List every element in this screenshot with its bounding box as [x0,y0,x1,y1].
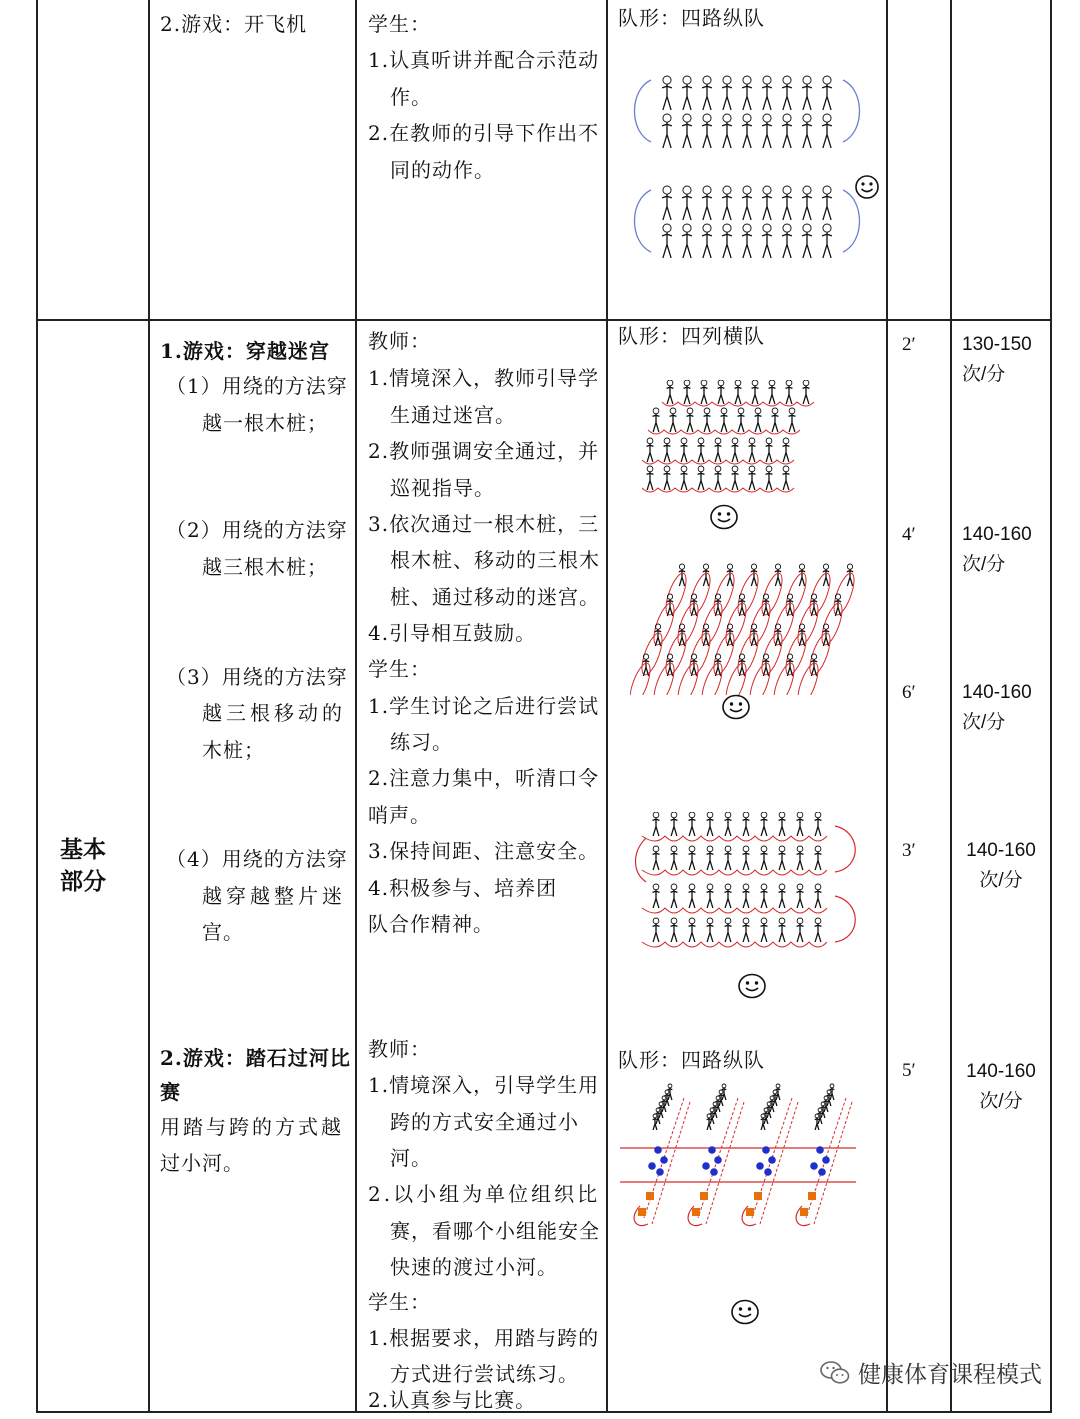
student-figure [815,846,822,870]
stepping-stone [708,1146,716,1154]
student-title: 学生： [368,12,431,36]
maze-loop [758,571,786,617]
student-figure [664,466,671,490]
stepping-stone [714,1156,722,1164]
end-loop [835,896,855,942]
teacher-line: 跨的方式安全通过小 [390,1110,579,1134]
student-figure [671,812,678,836]
student-figure [715,466,722,490]
student-figure [797,812,804,836]
student-figure [722,186,732,220]
student-figure [762,76,772,110]
student-figure [689,918,696,942]
student-figure [742,186,752,220]
maze-path [642,836,827,841]
duration: 2′ [902,334,916,355]
student-figure [789,408,796,432]
student-figure [769,380,776,404]
stepping-stone [822,1156,830,1164]
duration: 5′ [902,1060,916,1081]
loop-arrow [843,80,860,142]
game1-title: 1.游戏：穿越迷宫 [160,339,330,363]
student-figure [671,918,678,942]
student-figure [707,812,714,836]
student-figure [742,224,752,258]
student-figure [687,408,694,432]
marker-square [700,1192,708,1200]
maze-loop [638,631,666,677]
student-figure [682,186,692,220]
stepping-stone [702,1162,710,1170]
formation-label: 队形：四路纵队 [618,1048,765,1072]
game1-step: （3）用绕的方法穿 [166,665,348,689]
end-loop [835,826,855,872]
teacher-line: 根木桩、移动的三根木 [390,548,600,572]
student-figure [743,812,750,836]
stepping-stone [660,1156,668,1164]
smiley-icon [737,972,767,1000]
marker-square [808,1192,816,1200]
student-figure [664,438,671,462]
student-figure [722,76,732,110]
student-figure [735,380,742,404]
game2-desc: 用踏与跨的方式越 [160,1115,344,1139]
student-figure [681,438,688,462]
student-figure [830,1084,835,1100]
student-figure [782,76,792,110]
student-figure [653,408,660,432]
maze-loop [686,631,714,677]
student-line: 2.注意力集中，听清口令 [368,766,600,790]
student-figure [689,846,696,870]
student-figure [732,438,739,462]
smiley-icon [854,174,880,200]
student-figure [702,224,712,258]
student-line: 练习。 [390,730,453,754]
game1-step: 越一根木桩； [202,411,328,435]
student-figure [802,76,812,110]
student-line: 2.认真参与比赛。 [368,1388,537,1412]
game1-step: 越三根木桩； [202,555,328,579]
teacher-line: 生通过迷宫。 [390,403,516,427]
student-figure [802,186,812,220]
watermark-text: 健康体育课程模式 [858,1362,1042,1388]
watermark [820,1356,1042,1389]
maze-loop [806,631,834,677]
student-figure [662,186,672,220]
student-figure [743,884,750,908]
maze-path [642,908,827,913]
stepping-stone [818,1168,826,1176]
student-figure [776,1084,781,1100]
maze-diagram-full [630,812,870,962]
student-figure [762,186,772,220]
end-loop [636,838,647,882]
column-divider-5 [950,0,952,1413]
game-airplane-title: 2.游戏：开飞机 [160,12,308,36]
marker-square [754,1192,762,1200]
table-border-right [1050,0,1052,1413]
heart-rate: 140-160 次/分 [966,840,1036,891]
student-figure [755,408,762,432]
game1-step: （2）用绕的方法穿 [166,518,348,542]
student-figure [722,114,732,148]
student-figure [797,884,804,908]
student-figure [822,114,832,148]
student-figure [779,918,786,942]
heart-rate: 140-160 次/分 [962,682,1032,733]
student-figure [761,884,768,908]
student-figure [682,114,692,148]
teacher-title: 教师： [368,1037,431,1061]
student-figure [766,466,773,490]
student-line: 2.在教师的引导下作出不 [368,121,600,145]
formation-label: 队形：四列横队 [618,324,765,348]
student-figure [802,224,812,258]
student-figure [681,466,688,490]
stepping-stone [710,1168,718,1176]
student-figure [762,224,772,258]
student-figure [749,438,756,462]
teacher-title: 教师： [368,329,431,353]
student-figure [761,812,768,836]
smiley-icon [709,503,739,531]
student-figure [682,224,692,258]
student-figure [779,884,786,908]
maze-loop [710,571,738,617]
maze-loop [806,571,834,617]
student-figure [707,846,714,870]
stepping-stone [654,1146,662,1154]
row-divider [36,319,1052,321]
maze-loop [662,631,690,677]
column-formation-diagram [625,70,885,270]
teacher-line: 3.依次通过一根木桩，三 [368,512,600,536]
stepping-stone [762,1146,770,1154]
student-figure [653,812,660,836]
student-figure [667,380,674,404]
student-figure [752,380,759,404]
student-figure [715,438,722,462]
maze-loop [746,601,774,647]
maze-loop [674,601,702,647]
student-figure [762,114,772,148]
student-figure [671,884,678,908]
student-figure [772,408,779,432]
teacher-line: 4.引导相互鼓励。 [368,621,537,645]
student-figure [707,918,714,942]
game1-step: （4）用绕的方法穿 [166,847,348,871]
stepping-stone [768,1156,776,1164]
student-figure [761,846,768,870]
wechat-icon [820,1360,850,1386]
heart-rate: 140-160 次/分 [962,524,1032,575]
student-figure [707,884,714,908]
student-figure [647,466,654,490]
student-line: 1.根据要求，用踏与跨的 [368,1326,600,1350]
smiley-icon [721,693,751,721]
student-figure [786,380,793,404]
student-figure [668,1084,673,1100]
heart-rate: 130-150 次/分 [962,334,1032,385]
student-figure [701,380,708,404]
student-figure [779,812,786,836]
game2-title: 赛 [160,1080,181,1104]
student-figure [725,884,732,908]
student-figure [722,1084,727,1100]
teacher-line: 快速的渡过小河。 [390,1255,558,1279]
maze-loop [722,601,750,647]
student-line: 方式进行尝试练习。 [390,1362,579,1386]
student-figure [803,380,810,404]
student-figure [797,846,804,870]
teacher-line: 桩、通过移动的迷宫。 [390,585,600,609]
duration: 6′ [902,682,916,703]
student-figure [815,884,822,908]
student-figure [725,812,732,836]
student-figure [766,438,773,462]
column-divider-1 [148,0,150,1413]
game1-step: 宫。 [202,920,244,944]
teacher-line: 巡视指导。 [390,476,495,500]
heart-rate: 140-160 次/分 [966,1061,1036,1112]
student-figure [662,224,672,258]
stepping-stone [648,1162,656,1170]
student-figure [779,846,786,870]
stepping-stone [810,1162,818,1170]
maze-loop [650,601,678,647]
maze-diagram-moving [630,560,866,695]
student-figure [671,846,678,870]
student-figure [749,466,756,490]
maze-loop [770,601,798,647]
maze-loop [734,571,762,617]
student-figure [662,76,672,110]
teacher-line: 2.教师强调安全通过，并 [368,439,600,463]
marker-square [800,1208,808,1216]
student-figure [689,812,696,836]
student-figure [738,408,745,432]
teacher-line: 1.情境深入，引导学生用 [368,1073,600,1097]
student-figure [743,846,750,870]
student-figure [732,466,739,490]
student-figure [704,408,711,432]
student-figure [702,114,712,148]
student-figure [653,846,660,870]
student-figure [815,918,822,942]
table-border-left [36,0,38,1413]
marker-square [746,1208,754,1216]
maze-loop [630,661,654,695]
student-figure [702,186,712,220]
student-title: 学生： [368,657,431,681]
marker-square [692,1208,700,1216]
maze-loop [794,601,822,647]
student-figure [722,224,732,258]
maze-path [642,942,827,947]
loop-arrow [635,190,652,252]
game2-title: 2.游戏：踏石过河比 [160,1046,351,1070]
student-figure [718,380,725,404]
maze-loop [710,631,738,677]
student-figure [782,186,792,220]
student-figure [822,224,832,258]
stepping-stone [816,1146,824,1154]
column-divider-3 [606,0,608,1413]
game1-step: 木桩； [202,738,265,762]
section-label: 基本 部分 [60,837,106,895]
marker-square [638,1208,646,1216]
game1-step: 越穿越整片迷 [202,884,346,908]
student-figure [698,438,705,462]
student-line: 3.保持间距、注意安全。 [368,839,600,863]
student-figure [797,918,804,942]
student-line: 作。 [390,85,432,109]
student-figure [743,918,750,942]
student-figure [689,884,696,908]
student-figure [721,408,728,432]
marker-square [646,1192,654,1200]
teacher-line: 1.情境深入，教师引导学 [368,366,600,390]
student-line: 哨声。 [368,803,431,827]
maze-diagram-single [636,380,836,500]
student-line: 4.积极参与、培养团 [368,876,558,900]
maze-loop [698,601,726,647]
student-figure [725,918,732,942]
student-figure [684,380,691,404]
maze-loop [758,631,786,677]
student-figure [782,224,792,258]
student-figure [783,438,790,462]
student-figure [822,76,832,110]
student-line: 队合作精神。 [368,912,494,936]
student-figure [742,114,752,148]
stepping-stone [764,1168,772,1176]
game1-step: 越三根移动的 [202,701,346,725]
student-figure [815,812,822,836]
game2-desc: 过小河。 [160,1151,244,1175]
student-line: 1.学生讨论之后进行尝试 [368,694,600,718]
maze-loop [782,571,810,617]
stepping-stone [756,1162,764,1170]
duration: 4′ [902,524,916,545]
student-figure [725,846,732,870]
student-figure [742,76,752,110]
teacher-line: 河。 [390,1146,432,1170]
game1-step: （1）用绕的方法穿 [166,374,348,398]
teacher-line: 2.以小组为单位组织比 [368,1182,601,1206]
student-figure [802,114,812,148]
student-figure [647,438,654,462]
maze-loop [686,571,714,617]
student-line: 1.认真听讲并配合示范动 [368,48,600,72]
student-figure [670,408,677,432]
maze-loop [782,631,810,677]
duration: 3′ [902,840,916,861]
student-figure [761,918,768,942]
maze-loop [818,601,846,647]
column-divider-2 [355,0,357,1413]
column-divider-4 [886,0,888,1413]
student-figure [702,76,712,110]
student-figure [682,76,692,110]
maze-loop [662,571,690,617]
student-figure [782,114,792,148]
river-crossing-diagram [620,1078,856,1238]
formation-label: 队形：四路纵队 [618,6,765,30]
student-figure [662,114,672,148]
student-figure [653,884,660,908]
stepping-stone [656,1168,664,1176]
maze-path [642,870,827,875]
student-line: 同的动作。 [390,158,495,182]
student-figure [783,466,790,490]
student-title: 学生： [368,1290,431,1314]
loop-arrow [635,80,652,142]
teacher-line: 赛，看哪个小组能安全 [390,1219,600,1243]
student-figure [822,186,832,220]
maze-loop [830,571,858,617]
table-border-bottom [36,1411,1052,1413]
smiley-icon [730,1298,760,1326]
maze-loop [734,631,762,677]
student-figure [653,918,660,942]
student-figure [698,466,705,490]
